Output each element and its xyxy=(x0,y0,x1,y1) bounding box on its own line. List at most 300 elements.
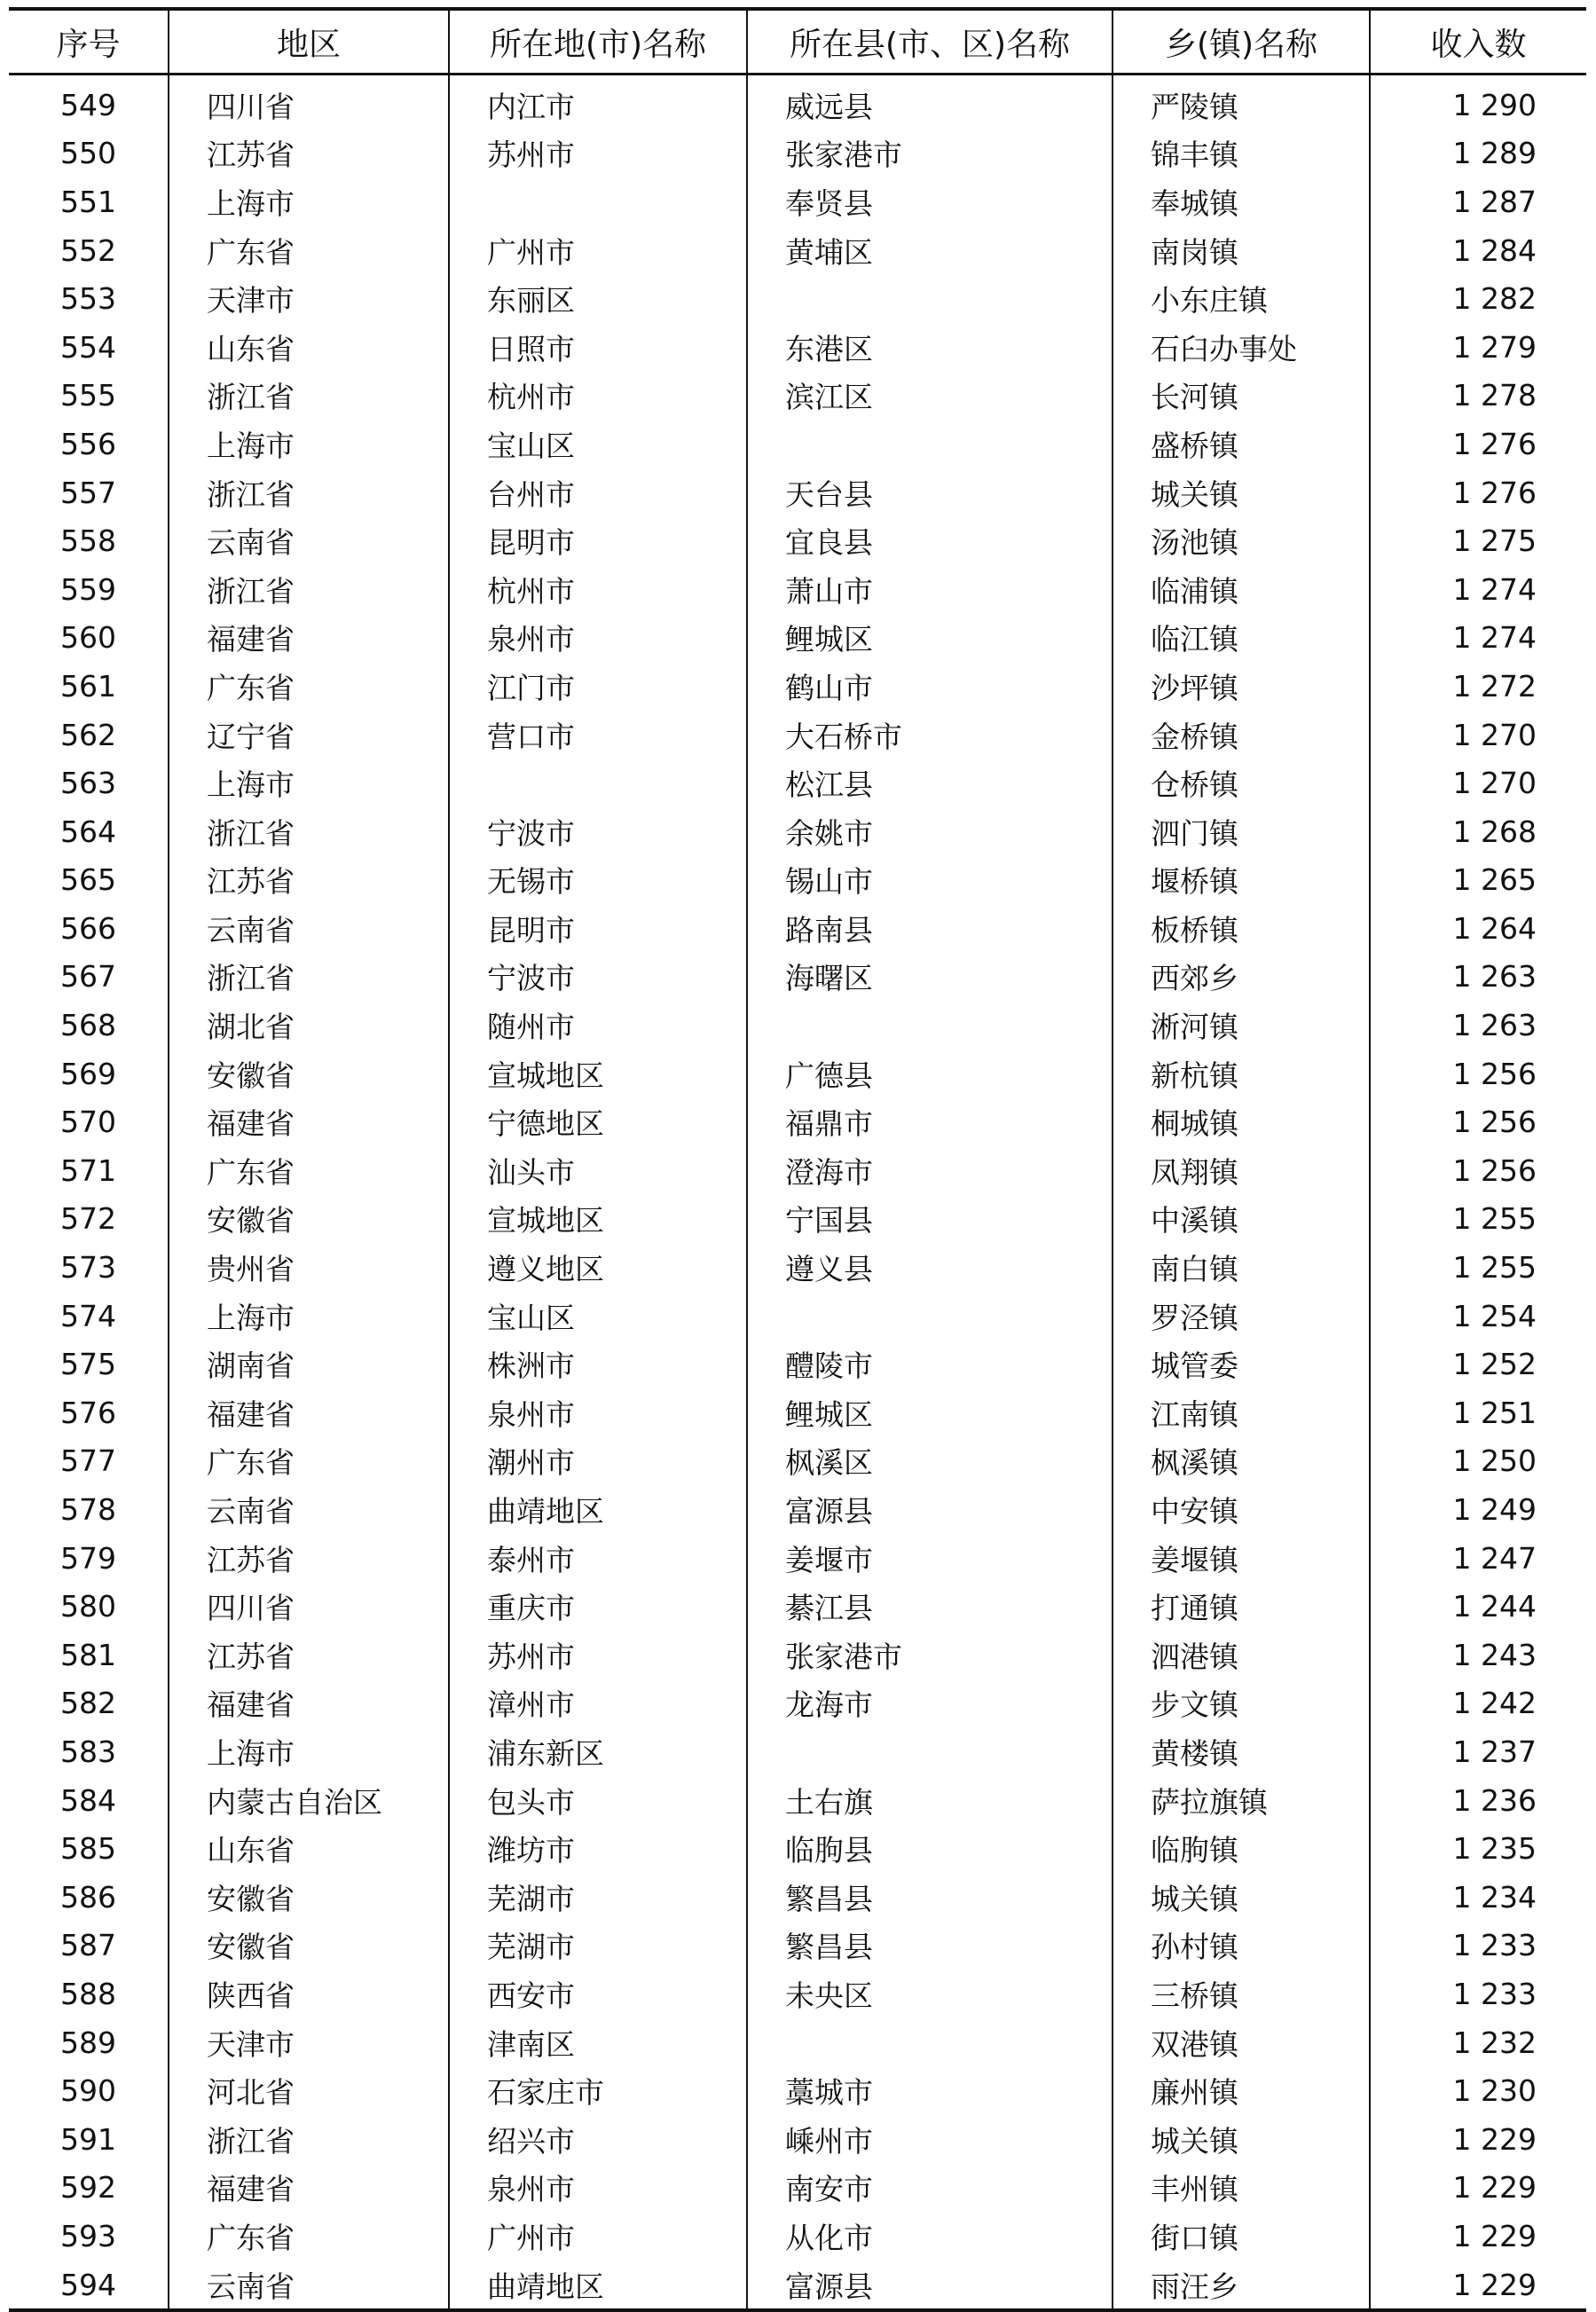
income-table-sheet xyxy=(9,7,1586,2312)
cell-region: 上海市 xyxy=(169,759,449,807)
table-row xyxy=(9,516,1586,565)
cell-region: 四川省 xyxy=(169,75,449,130)
cell-region: 浙江省 xyxy=(169,2115,449,2164)
table-row xyxy=(9,1534,1586,1583)
cell-city: 重庆市 xyxy=(449,1582,747,1631)
cell-seq: 560 xyxy=(60,620,116,656)
cell-town: 长河镇 xyxy=(1112,372,1370,421)
cell-income: 1 275 xyxy=(1370,516,1586,565)
cell-city: 西安市 xyxy=(449,1970,747,2018)
cell-city: 江门市 xyxy=(449,662,747,711)
cell-income: 1 274 xyxy=(1370,614,1586,663)
cell-region: 上海市 xyxy=(169,420,449,468)
cell-seq: 552 xyxy=(60,232,116,268)
cell-city: 芜湖市 xyxy=(449,1922,747,1970)
cell-seq: 554 xyxy=(60,329,116,365)
cell-county: 锡山市 xyxy=(747,856,1112,905)
cell-town: 新杭镇 xyxy=(1112,1050,1370,1098)
cell-income: 1 243 xyxy=(1370,1631,1586,1679)
cell-county: 繁昌县 xyxy=(747,1922,1112,1970)
cell-county: 龙海市 xyxy=(747,1679,1112,1728)
cell-seq: 553 xyxy=(60,281,116,317)
cell-city: 苏州市 xyxy=(449,130,747,178)
cell-region: 浙江省 xyxy=(169,372,449,421)
cell-city: 宝山区 xyxy=(449,420,747,468)
cell-county xyxy=(747,1001,1112,1050)
cell-town: 江南镇 xyxy=(1112,1388,1370,1437)
cell-income: 1 270 xyxy=(1370,711,1586,759)
cell-city: 石家庄市 xyxy=(449,2066,747,2115)
cell-seq: 561 xyxy=(60,668,116,704)
cell-town: 沙坪镇 xyxy=(1112,662,1370,711)
table-row xyxy=(9,1146,1586,1195)
cell-county: 遵义县 xyxy=(747,1243,1112,1292)
cell-county: 富源县 xyxy=(747,2261,1112,2311)
cell-income: 1 255 xyxy=(1370,1243,1586,1292)
cell-city: 曲靖地区 xyxy=(449,2261,747,2311)
cell-town: 石臼办事处 xyxy=(1112,323,1370,372)
cell-town: 凤翔镇 xyxy=(1112,1146,1370,1195)
cell-town: 泗港镇 xyxy=(1112,1631,1370,1679)
cell-town: 中溪镇 xyxy=(1112,1195,1370,1244)
cell-seq: 581 xyxy=(60,1637,116,1672)
cell-seq: 578 xyxy=(60,1492,116,1528)
cell-income: 1 229 xyxy=(1370,2164,1586,2213)
cell-income: 1 274 xyxy=(1370,565,1586,614)
cell-region: 浙江省 xyxy=(169,565,449,614)
cell-income: 1 237 xyxy=(1370,1727,1586,1776)
cell-town: 严陵镇 xyxy=(1112,75,1370,130)
cell-city: 昆明市 xyxy=(449,904,747,953)
table-row xyxy=(9,1631,1586,1679)
cell-county: 从化市 xyxy=(747,2212,1112,2261)
header-county: 所在县(市、区)名称 xyxy=(747,9,1112,75)
cell-town: 锦丰镇 xyxy=(1112,130,1370,178)
table-row xyxy=(9,1922,1586,1970)
cell-town: 淅河镇 xyxy=(1112,1001,1370,1050)
cell-region: 陕西省 xyxy=(169,1970,449,2018)
cell-county: 宁国县 xyxy=(747,1195,1112,1244)
cell-city: 绍兴市 xyxy=(449,2115,747,2164)
cell-city: 无锡市 xyxy=(449,856,747,905)
cell-seq: 549 xyxy=(60,87,116,122)
cell-region: 广东省 xyxy=(169,226,449,275)
cell-town: 丰州镇 xyxy=(1112,2164,1370,2213)
cell-seq: 579 xyxy=(60,1540,116,1576)
cell-region: 湖南省 xyxy=(169,1340,449,1388)
cell-region: 福建省 xyxy=(169,2164,449,2213)
cell-county: 嵊州市 xyxy=(747,2115,1112,2164)
cell-town: 城关镇 xyxy=(1112,468,1370,517)
cell-town: 城关镇 xyxy=(1112,2115,1370,2164)
cell-seq: 591 xyxy=(60,2121,116,2157)
cell-town: 桐城镇 xyxy=(1112,1097,1370,1146)
table-row xyxy=(9,1485,1586,1534)
cell-county: 松江县 xyxy=(747,759,1112,807)
table-row xyxy=(9,1243,1586,1292)
cell-region: 河北省 xyxy=(169,2066,449,2115)
table-row xyxy=(9,1582,1586,1631)
cell-town: 城关镇 xyxy=(1112,1873,1370,1922)
table-row xyxy=(9,2115,1586,2164)
cell-city: 台州市 xyxy=(449,468,747,517)
cell-seq: 580 xyxy=(60,1589,116,1624)
cell-city: 宁波市 xyxy=(449,953,747,1002)
cell-income: 1 252 xyxy=(1370,1340,1586,1388)
cell-region: 浙江省 xyxy=(169,468,449,517)
cell-city: 汕头市 xyxy=(449,1146,747,1195)
cell-income: 1 256 xyxy=(1370,1146,1586,1195)
cell-city: 广州市 xyxy=(449,226,747,275)
cell-income: 1 229 xyxy=(1370,2115,1586,2164)
cell-county xyxy=(747,274,1112,323)
cell-city: 津南区 xyxy=(449,2018,747,2067)
table-row xyxy=(9,856,1586,905)
table-row xyxy=(9,711,1586,759)
cell-city: 日照市 xyxy=(449,323,747,372)
cell-seq: 588 xyxy=(60,1976,116,2011)
cell-county: 繁昌县 xyxy=(747,1873,1112,1922)
cell-income: 1 276 xyxy=(1370,420,1586,468)
cell-county: 余姚市 xyxy=(747,807,1112,856)
cell-seq: 575 xyxy=(60,1347,116,1382)
cell-seq: 584 xyxy=(60,1782,116,1818)
cell-town: 街口镇 xyxy=(1112,2212,1370,2261)
cell-county: 土右旗 xyxy=(747,1776,1112,1825)
cell-seq: 567 xyxy=(60,959,116,995)
cell-city: 宁德地区 xyxy=(449,1097,747,1146)
header-income: 收入数 xyxy=(1370,9,1586,75)
cell-county: 醴陵市 xyxy=(747,1340,1112,1388)
cell-county: 天台县 xyxy=(747,468,1112,517)
cell-city: 宝山区 xyxy=(449,1292,747,1341)
cell-income: 1 278 xyxy=(1370,372,1586,421)
cell-income: 1 256 xyxy=(1370,1050,1586,1098)
cell-town: 南白镇 xyxy=(1112,1243,1370,1292)
cell-seq: 558 xyxy=(60,523,116,559)
cell-county: 路南县 xyxy=(747,904,1112,953)
cell-region: 福建省 xyxy=(169,1388,449,1437)
cell-region: 上海市 xyxy=(169,177,449,226)
cell-income: 1 264 xyxy=(1370,904,1586,953)
cell-town: 板桥镇 xyxy=(1112,904,1370,953)
table-row xyxy=(9,2212,1586,2261)
cell-county: 未央区 xyxy=(747,1970,1112,2018)
cell-seq: 557 xyxy=(60,475,116,510)
cell-region: 福建省 xyxy=(169,1679,449,1728)
cell-county: 广德县 xyxy=(747,1050,1112,1098)
cell-town: 黄楼镇 xyxy=(1112,1727,1370,1776)
table-row xyxy=(9,1873,1586,1922)
cell-city xyxy=(449,177,747,226)
cell-county: 鲤城区 xyxy=(747,614,1112,663)
table-row xyxy=(9,226,1586,275)
cell-town: 仓桥镇 xyxy=(1112,759,1370,807)
cell-region: 江苏省 xyxy=(169,130,449,178)
cell-region: 安徽省 xyxy=(169,1050,449,1098)
table-row xyxy=(9,372,1586,421)
cell-county xyxy=(747,1727,1112,1776)
cell-income: 1 268 xyxy=(1370,807,1586,856)
cell-income: 1 234 xyxy=(1370,1873,1586,1922)
cell-town: 西郊乡 xyxy=(1112,953,1370,1002)
cell-town: 步文镇 xyxy=(1112,1679,1370,1728)
cell-town: 临浦镇 xyxy=(1112,565,1370,614)
cell-city: 浦东新区 xyxy=(449,1727,747,1776)
cell-city: 宁波市 xyxy=(449,807,747,856)
cell-seq: 562 xyxy=(60,717,116,752)
cell-income: 1 232 xyxy=(1370,2018,1586,2067)
table-row xyxy=(9,468,1586,517)
cell-income: 1 230 xyxy=(1370,2066,1586,2115)
cell-town: 廉州镇 xyxy=(1112,2066,1370,2115)
table-row xyxy=(9,1727,1586,1776)
cell-city: 杭州市 xyxy=(449,565,747,614)
cell-seq: 559 xyxy=(60,571,116,607)
cell-county: 枫溪区 xyxy=(747,1437,1112,1486)
cell-region: 广东省 xyxy=(169,2212,449,2261)
cell-city: 芜湖市 xyxy=(449,1873,747,1922)
table-row xyxy=(9,1679,1586,1728)
cell-income: 1 236 xyxy=(1370,1776,1586,1825)
cell-town: 孙村镇 xyxy=(1112,1922,1370,1970)
table-row xyxy=(9,1292,1586,1341)
table-row xyxy=(9,2164,1586,2213)
cell-seq: 585 xyxy=(60,1831,116,1867)
table-row xyxy=(9,2261,1586,2311)
table-row xyxy=(9,614,1586,663)
cell-seq: 589 xyxy=(60,2025,116,2060)
cell-income: 1 289 xyxy=(1370,130,1586,178)
cell-town: 罗泾镇 xyxy=(1112,1292,1370,1341)
table-row xyxy=(9,2018,1586,2067)
cell-income: 1 272 xyxy=(1370,662,1586,711)
cell-town: 城管委 xyxy=(1112,1340,1370,1388)
cell-region: 广东省 xyxy=(169,662,449,711)
cell-town: 枫溪镇 xyxy=(1112,1437,1370,1486)
cell-income: 1 290 xyxy=(1370,75,1586,130)
cell-seq: 593 xyxy=(60,2218,116,2253)
cell-seq: 568 xyxy=(60,1008,116,1043)
cell-town: 泗门镇 xyxy=(1112,807,1370,856)
cell-town: 萨拉旗镇 xyxy=(1112,1776,1370,1825)
table-row xyxy=(9,1824,1586,1873)
cell-county: 滨江区 xyxy=(747,372,1112,421)
cell-seq: 590 xyxy=(60,2073,116,2109)
table-row xyxy=(9,1340,1586,1388)
cell-income: 1 263 xyxy=(1370,953,1586,1002)
cell-city: 宣城地区 xyxy=(449,1195,747,1244)
cell-region: 山东省 xyxy=(169,323,449,372)
cell-county: 宜良县 xyxy=(747,516,1112,565)
cell-seq: 577 xyxy=(60,1443,116,1479)
cell-county: 奉贤县 xyxy=(747,177,1112,226)
cell-city: 株洲市 xyxy=(449,1340,747,1388)
cell-town: 堰桥镇 xyxy=(1112,856,1370,905)
table-row xyxy=(9,130,1586,178)
cell-income: 1 287 xyxy=(1370,177,1586,226)
table-row xyxy=(9,807,1586,856)
cell-city: 曲靖地区 xyxy=(449,1485,747,1534)
cell-income: 1 251 xyxy=(1370,1388,1586,1437)
cell-seq: 592 xyxy=(60,2170,116,2206)
cell-income: 1 247 xyxy=(1370,1534,1586,1583)
cell-seq: 564 xyxy=(60,814,116,849)
cell-town: 汤池镇 xyxy=(1112,516,1370,565)
cell-county: 黄埔区 xyxy=(747,226,1112,275)
cell-region: 浙江省 xyxy=(169,807,449,856)
cell-region: 辽宁省 xyxy=(169,711,449,759)
cell-city: 漳州市 xyxy=(449,1679,747,1728)
cell-region: 四川省 xyxy=(169,1582,449,1631)
table-row xyxy=(9,1195,1586,1244)
table-row xyxy=(9,1050,1586,1098)
cell-region: 江苏省 xyxy=(169,1631,449,1679)
cell-town: 金桥镇 xyxy=(1112,711,1370,759)
cell-region: 福建省 xyxy=(169,1097,449,1146)
cell-seq: 555 xyxy=(60,378,116,413)
cell-seq: 556 xyxy=(60,426,116,461)
cell-county: 海曙区 xyxy=(747,953,1112,1002)
cell-city: 内江市 xyxy=(449,75,747,130)
cell-county: 藁城市 xyxy=(747,2066,1112,2115)
table-row xyxy=(9,1776,1586,1825)
cell-income: 1 250 xyxy=(1370,1437,1586,1486)
cell-income: 1 233 xyxy=(1370,1922,1586,1970)
header-town: 乡(镇)名称 xyxy=(1112,9,1370,75)
table-body xyxy=(9,75,1586,2311)
cell-income: 1 270 xyxy=(1370,759,1586,807)
cell-seq: 586 xyxy=(60,1879,116,1915)
header-city: 所在地(市)名称 xyxy=(449,9,747,75)
cell-town: 雨汪乡 xyxy=(1112,2261,1370,2311)
cell-county: 福鼎市 xyxy=(747,1097,1112,1146)
cell-seq: 565 xyxy=(60,862,116,898)
table-row xyxy=(9,1001,1586,1050)
cell-town: 三桥镇 xyxy=(1112,1970,1370,2018)
table-row xyxy=(9,662,1586,711)
cell-region: 天津市 xyxy=(169,274,449,323)
cell-town: 打通镇 xyxy=(1112,1582,1370,1631)
cell-seq: 571 xyxy=(60,1152,116,1188)
cell-seq: 569 xyxy=(60,1056,116,1091)
cell-county xyxy=(747,1292,1112,1341)
cell-county: 澄海市 xyxy=(747,1146,1112,1195)
cell-county: 綦江县 xyxy=(747,1582,1112,1631)
cell-town: 小东庄镇 xyxy=(1112,274,1370,323)
cell-county: 姜堰市 xyxy=(747,1534,1112,1583)
header-row xyxy=(9,9,1586,75)
cell-city: 泰州市 xyxy=(449,1534,747,1583)
cell-city: 包头市 xyxy=(449,1776,747,1825)
cell-county: 张家港市 xyxy=(747,130,1112,178)
cell-seq: 570 xyxy=(60,1105,116,1140)
cell-region: 贵州省 xyxy=(169,1243,449,1292)
cell-income: 1 249 xyxy=(1370,1485,1586,1534)
cell-city: 苏州市 xyxy=(449,1631,747,1679)
cell-city: 随州市 xyxy=(449,1001,747,1050)
table-row xyxy=(9,75,1586,130)
cell-seq: 550 xyxy=(60,136,116,171)
cell-county: 临朐县 xyxy=(747,1824,1112,1873)
cell-town: 双港镇 xyxy=(1112,2018,1370,2067)
cell-county xyxy=(747,420,1112,468)
cell-seq: 583 xyxy=(60,1734,116,1769)
cell-region: 广东省 xyxy=(169,1437,449,1486)
cell-city: 东丽区 xyxy=(449,274,747,323)
cell-city: 泉州市 xyxy=(449,2164,747,2213)
cell-region: 安徽省 xyxy=(169,1922,449,1970)
table-row xyxy=(9,1437,1586,1486)
cell-region: 内蒙古自治区 xyxy=(169,1776,449,1825)
cell-seq: 587 xyxy=(60,1928,116,1963)
cell-city: 杭州市 xyxy=(449,372,747,421)
table-row xyxy=(9,1388,1586,1437)
cell-town: 南岗镇 xyxy=(1112,226,1370,275)
cell-region: 广东省 xyxy=(169,1146,449,1195)
cell-town: 盛桥镇 xyxy=(1112,420,1370,468)
cell-town: 临朐镇 xyxy=(1112,1824,1370,1873)
cell-county: 东港区 xyxy=(747,323,1112,372)
cell-income: 1 256 xyxy=(1370,1097,1586,1146)
cell-county: 鲤城区 xyxy=(747,1388,1112,1437)
cell-seq: 573 xyxy=(60,1250,116,1286)
cell-region: 云南省 xyxy=(169,2261,449,2311)
cell-seq: 563 xyxy=(60,766,116,801)
table-row xyxy=(9,274,1586,323)
cell-town: 奉城镇 xyxy=(1112,177,1370,226)
cell-city: 广州市 xyxy=(449,2212,747,2261)
cell-region: 山东省 xyxy=(169,1824,449,1873)
cell-region: 安徽省 xyxy=(169,1873,449,1922)
cell-town: 中安镇 xyxy=(1112,1485,1370,1534)
cell-seq: 566 xyxy=(60,910,116,946)
cell-county: 南安市 xyxy=(747,2164,1112,2213)
table-row xyxy=(9,953,1586,1002)
cell-city xyxy=(449,759,747,807)
cell-region: 安徽省 xyxy=(169,1195,449,1244)
header-region: 地区 xyxy=(169,9,449,75)
table-row xyxy=(9,177,1586,226)
cell-income: 1 229 xyxy=(1370,2212,1586,2261)
cell-income: 1 255 xyxy=(1370,1195,1586,1244)
table-row xyxy=(9,2066,1586,2115)
cell-income: 1 233 xyxy=(1370,1970,1586,2018)
cell-city: 营口市 xyxy=(449,711,747,759)
cell-seq: 572 xyxy=(60,1201,116,1237)
cell-region: 福建省 xyxy=(169,614,449,663)
cell-region: 云南省 xyxy=(169,904,449,953)
cell-city: 潍坊市 xyxy=(449,1824,747,1873)
cell-city: 潮州市 xyxy=(449,1437,747,1486)
cell-city: 宣城地区 xyxy=(449,1050,747,1098)
cell-income: 1 235 xyxy=(1370,1824,1586,1873)
cell-county xyxy=(747,2018,1112,2067)
cell-county: 鹤山市 xyxy=(747,662,1112,711)
cell-region: 江苏省 xyxy=(169,856,449,905)
cell-region: 湖北省 xyxy=(169,1001,449,1050)
cell-seq: 594 xyxy=(9,2261,169,2311)
cell-region: 上海市 xyxy=(169,1292,449,1341)
cell-county: 张家港市 xyxy=(747,1631,1112,1679)
cell-income: 1 284 xyxy=(1370,226,1586,275)
income-table xyxy=(9,7,1586,2312)
cell-income: 1 244 xyxy=(1370,1582,1586,1631)
cell-income: 1 254 xyxy=(1370,1292,1586,1341)
table-row xyxy=(9,759,1586,807)
cell-income: 1 276 xyxy=(1370,468,1586,517)
cell-town: 临江镇 xyxy=(1112,614,1370,663)
